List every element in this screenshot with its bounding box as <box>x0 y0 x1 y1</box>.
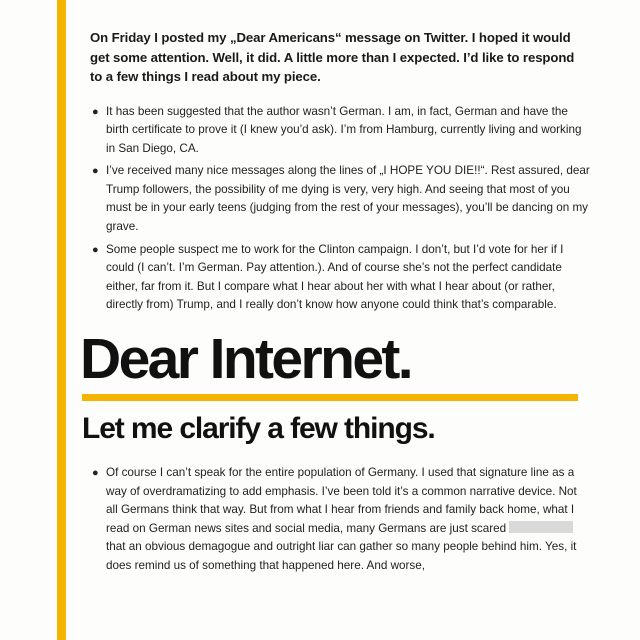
list-item-text-start: Of course I can’t speak for the entire population of Germany. I used that signature line as a way of overdramatizing to add emphasis. I’ve been told it’s a common narrative device. Not all Germans think that way. But from what I hear from friends and family back home, what I read on German news sites and social media, many Germans are just scared <box>106 466 577 535</box>
bullet-icon: ● <box>92 467 99 480</box>
list-item <box>90 464 590 576</box>
list-item <box>90 162 590 236</box>
redaction-block <box>509 521 573 533</box>
accent-bar <box>57 0 66 640</box>
page-title: Dear Internet. <box>80 327 412 392</box>
list-item-text: It has been suggested that the author wasn’t German. I am, in fact, German and have the birth certificate to prove it (I knew you’d ask). I’m from Hamburg, currently living and working in San Diego, CA. <box>106 104 582 155</box>
intro-paragraph: On Friday I posted my „Dear Americans“ message on Twitter. I hoped it would get some attention. Well, it did. A little more than I expected. I’d like to respond to a few things I read about my piece. <box>90 30 575 84</box>
response-list <box>90 103 590 316</box>
list-item-text: I’ve received many nice messages along the lines of „I HOPE YOU DIE!!“. Rest assured, dear Trump followers, the possibility of me dying is very, very high. And seeing that most of you must be in your early teens (judging from the rest of your messages), you’ll be dancing on my grave. <box>106 164 590 234</box>
page-subtitle: Let me clarify a few things. <box>82 412 435 446</box>
list-item-text-end: that an obvious demagogue and outright liar can gather so many people behind him. Yes, it does remind us of something that happened here. And worse, <box>106 540 577 572</box>
bullet-icon: ● <box>92 105 99 118</box>
clarification-list <box>90 464 590 576</box>
list-item <box>90 241 590 315</box>
list-item <box>90 103 590 159</box>
document-content <box>80 28 590 576</box>
bullet-icon: ● <box>92 165 99 178</box>
bullet-icon: ● <box>92 243 99 256</box>
heading-underline <box>82 394 578 401</box>
list-item-text: Some people suspect me to work for the Clinton campaign. I don’t, but I’d vote for her if I could (I can’t. I’m German. Pay attention.). And of course she’s not the perfect candidate either, far from it. But I compare what I hear about her with what I hear about (or rather, directly from) Trump, and I really don’t know how anyone could think that’s comparable. <box>106 242 564 312</box>
